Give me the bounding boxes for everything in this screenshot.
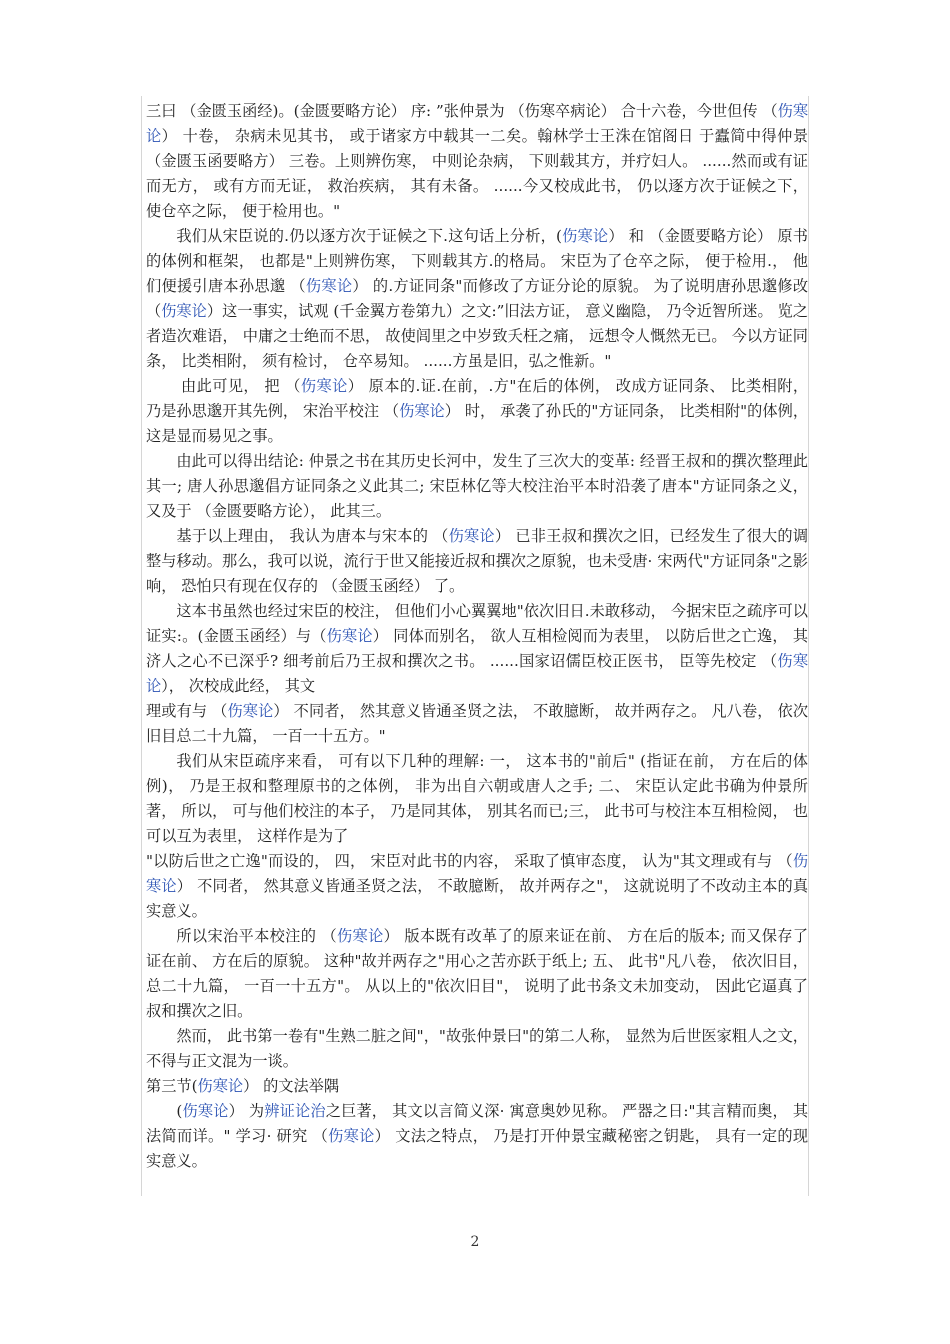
paragraph-text: ） 文法之特点， 乃是打开仲景宝藏秘密之钥匙， 具有一定的现实意义。 — [146, 1127, 809, 1170]
paragraph-text: 之巨著， 其文以言简义深· 寓意奥妙见称。 严器之日:"其言精而奥， 其法简而详。" 学习· 研究 （ — [146, 1102, 809, 1145]
hyperlink[interactable]: 伤寒论 — [146, 652, 809, 695]
left-margin-rule — [141, 96, 142, 1196]
paragraph — [146, 224, 808, 374]
hyperlink[interactable]: 伤寒论 — [161, 302, 207, 320]
paragraph-text: ） 不同者， 然其意义皆通圣贤之法， 不敢臆断， 故并两存之"， 这就说明了不改动主本的真实意义。 — [146, 877, 809, 920]
paragraph-text: 这本书虽然也经过宋臣的校注， 但他们小心翼翼地"依次旧日.未敢移动， 今据宋臣之疏序可以证实:。(金匮玉函经）与（ — [146, 602, 808, 645]
paragraph-text: 我们从宋臣疏序来看， 可有以下几种的理解: 一， 这本书的"前后" (指证在前， 方在后的体例)， 乃是王叔和整理原书的之体例， 非为出自六朝或唐人之手; 二、 宋臣认定此书确为仲景所著， 所以， 可与他们校注的本子， 乃是同其体， 别其名而已;三， 此书可与校注本互相检阅， 也可以互为表里， 这样作是为了 — [146, 752, 808, 845]
paragraph-text: 所以宋治平本校注的 （ — [176, 927, 337, 945]
right-margin-rule — [808, 96, 809, 1196]
paragraph-text: ） 十卷， 杂病未见其书， 或于诸家方中载其一二矣。翰林学士王洙在馆阁日 于蠹简中得仲景 （金匮玉函要略方） 三卷。上则辨伤寒， 中则论杂病， 下则载其方，并疗妇人。 ......然而或有证而无方， 或有方而无证， 救治疾病， 其有未备。 ......今又校成此书， 仍以逐方次于证候之下， 使仓卒之际， 便于检用也。" — [146, 127, 809, 220]
hyperlink[interactable]: 伤寒论 — [146, 102, 809, 145]
paragraph — [146, 374, 808, 449]
paragraph-text: ） 已非王叔和撰次之旧，已经发生了很大的调整与移动。那么，我可以说，流行于世又能接近叔和撰次之原貌，也未受唐· 宋两代"方证同条"之影响， 恐怕只有现在仅存的 （金匮玉函经） 了。 — [146, 527, 809, 595]
paragraph-text: 然而， 此书第一卷有"生熟二脏之间"，"故张仲景曰"的第二人称， 显然为后世医家粗人之文， 不得与正文混为一谈。 — [146, 1027, 808, 1070]
paragraph — [146, 699, 808, 749]
paragraph-text: ） 时， 承袭了孙氏的"方证同条， 比类相附"的体例，这是显而易见之事。 — [146, 402, 809, 445]
paragraph-text: "以防后世之亡逸"而设的， 四， 宋臣对此书的内容， 采取了慎审态度， 认为"其文理或有与 （ — [146, 852, 793, 870]
paragraph-text: ） 的.方证同条"而修改了方证分论的原貌。 为了说明唐孙思邈修改（ — [146, 277, 809, 320]
paragraph-text: 三曰 （金匮玉函经)。(金匮要略方论） 序: ”张仲景为 （伤寒卒病论） 合十六卷，今世但传 （ — [146, 102, 778, 120]
document-body — [146, 99, 808, 1174]
hyperlink[interactable]: 伤寒论 — [326, 627, 373, 645]
paragraph — [146, 524, 808, 599]
paragraph-text: ） 同体而别名， 欲人互相检阅而为表里， 以防后世之亡逸， 其济人之心不已深乎? 细考前后乃王叔和撰次之书。 ......国家诏儒臣校正医书， 臣等先校定 （ — [146, 627, 809, 670]
hyperlink[interactable]: 伤寒论 — [561, 227, 609, 245]
paragraph — [146, 599, 808, 699]
paragraph — [146, 849, 808, 924]
paragraph-text: ） 不同者， 然其意义皆通圣贤之法， 不敢臆断， 故并两存之。 凡八卷， 依次旧目总二十九篇， 一百一十五方。" — [146, 702, 809, 745]
hyperlink[interactable]: 伤寒论 — [182, 1102, 229, 1120]
hyperlink[interactable]: 伤寒论 — [337, 927, 384, 945]
paragraph-text: 第三节( — [146, 1077, 198, 1095]
paragraph-text: ）这一事实，试观 (千金翼方卷第九）之文:”旧法方证， 意义幽隐， 乃令近智所迷。 览之者造次难语， 中庸之士绝而不思， 故使闾里之中岁致夭枉之痛， 远想令人慨然无已。 今以方证同条， 比类相附， 须有检讨， 仓卒易知。 ......方虽是旧，弘之惟新。" — [146, 302, 808, 370]
paragraph — [146, 749, 808, 849]
paragraph — [146, 99, 808, 224]
paragraph-text: ） 原本的.证.在前，.方"在后的体例， 改成方证同条、 比类相附， 乃是孙思邈开其先例， 宋治平校注 （ — [146, 377, 809, 420]
paragraph-text: 理或有与 （ — [146, 702, 228, 720]
page-number: 2 — [470, 1234, 480, 1250]
paragraph-text: 由此可以得出结论: 仲景之书在其历史长河中，发生了三次大的变革: 经晋王叔和的撰次整理此其一; 唐人孙思邈倡方证同条之义此其二; 宋臣林亿等大校注治平本时沿袭了唐本"方证同条之义， 又及于 （金匮要略方论）， 此其三。 — [146, 452, 808, 520]
paragraph — [146, 1074, 808, 1099]
hyperlink[interactable]: 伤寒论 — [197, 1077, 244, 1095]
paragraph-text: ） 版本既有改革了的原来证在前、 方在后的版本; 而又保存了证在前、 方在后的原貌。 这种"故并两存之"用心之苦亦跃于纸上; 五、 此书"凡八卷， 依次旧目，总二十九篇， 一百一十五方"。 从以上的"依次旧目"， 说明了此书条文未加变动， 因此它逼真了叔和撰次之旧。 — [146, 927, 809, 1020]
paragraph-text: 基于以上理由， 我认为唐本与宋本的 （ — [176, 527, 449, 545]
paragraph — [146, 924, 808, 1024]
paragraph-text: ）， 次校成此经， 其文 — [161, 677, 316, 695]
hyperlink[interactable]: 伤寒论 — [146, 852, 808, 895]
hyperlink[interactable]: 伤寒论 — [448, 527, 495, 545]
paragraph-text: ） 和 （金匮要略方论） 原书的体例和框架， 也都是"上则辨伤寒， 下则载其方.的格局。 宋臣为了仓卒之际， 便于检用.， 他们便援引唐本孙思邈 （ — [146, 227, 808, 295]
paragraph-text: 由此可见， 把 （ — [180, 377, 301, 395]
paragraph-text: ( — [176, 1102, 183, 1120]
paragraph — [146, 1024, 808, 1074]
paragraph-text: ） 为 — [228, 1102, 265, 1120]
hyperlink[interactable]: 伤寒论 — [305, 277, 353, 295]
hyperlink[interactable]: 伤寒论 — [399, 402, 445, 420]
paragraph-text: ） 的文法举隅 — [243, 1077, 340, 1095]
paragraph — [146, 449, 808, 524]
hyperlink[interactable]: 伤寒论 — [328, 1127, 375, 1145]
hyperlink[interactable]: 辨证论治 — [264, 1102, 326, 1120]
paragraph-text: 我们从宋臣说的.仍以逐方次于证候之下.这句话上分析，( — [176, 227, 562, 245]
hyperlink[interactable]: 伤寒论 — [300, 377, 348, 395]
paragraph — [146, 1099, 808, 1174]
hyperlink[interactable]: 伤寒论 — [227, 702, 274, 720]
